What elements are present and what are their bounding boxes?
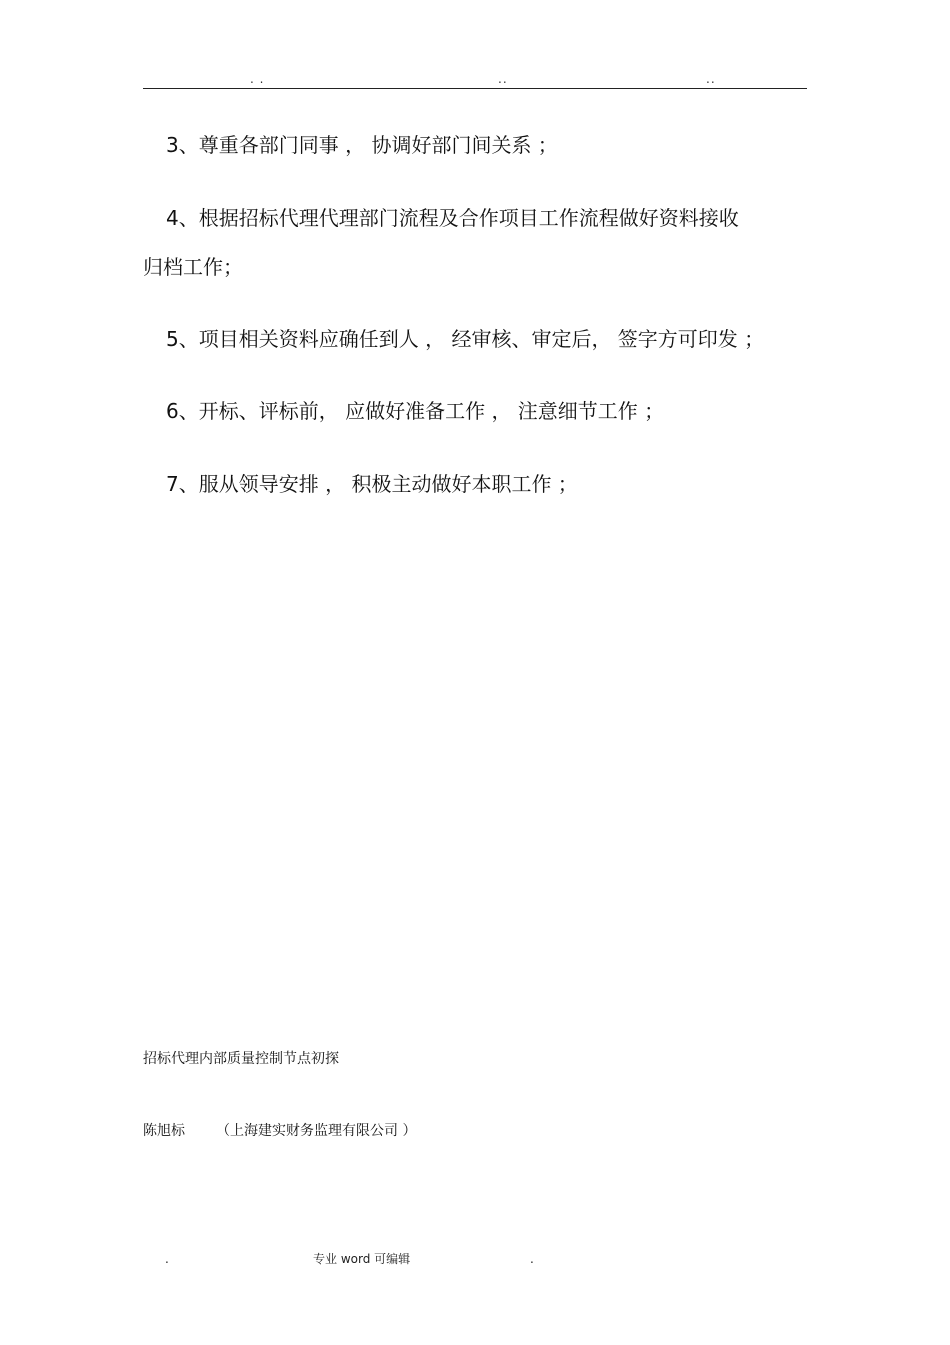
list-item-4-line2: 归档工作； (143, 255, 243, 279)
list-item-4-line1: 4、根据招标代理代理部门流程及合作项目工作流程做好资料接收 (166, 206, 739, 230)
list-item-5: 5、项目相关资料应确任到人 ， 经审核、审定后， 签字方可印发 ； (166, 327, 765, 351)
header-dots-right: .. (706, 72, 716, 86)
header-dots-center: .. (498, 72, 508, 86)
header-divider (143, 88, 807, 89)
footer-dot-left: . (165, 1252, 169, 1266)
list-item-6: 6、开标、评标前， 应做好准备工作 ， 注意细节工作 ； (166, 399, 665, 423)
article-affiliation: （上海建实财务监理有限公司 ） (216, 1123, 417, 1139)
footer-text: 专业 word 可编辑 (313, 1252, 411, 1266)
list-item-7: 7、服从领导安排 ， 积极主动做好本职工作 ； (166, 472, 578, 496)
list-item-3: 3、尊重各部门同事 ， 协调好部门间关系 ； (166, 133, 558, 157)
header-dots-left: . . (250, 72, 265, 86)
footer-dot-right: . (530, 1252, 534, 1266)
article-title: 招标代理内部质量控制节点初探 (143, 1051, 339, 1067)
article-author: 陈旭标 (143, 1123, 185, 1139)
